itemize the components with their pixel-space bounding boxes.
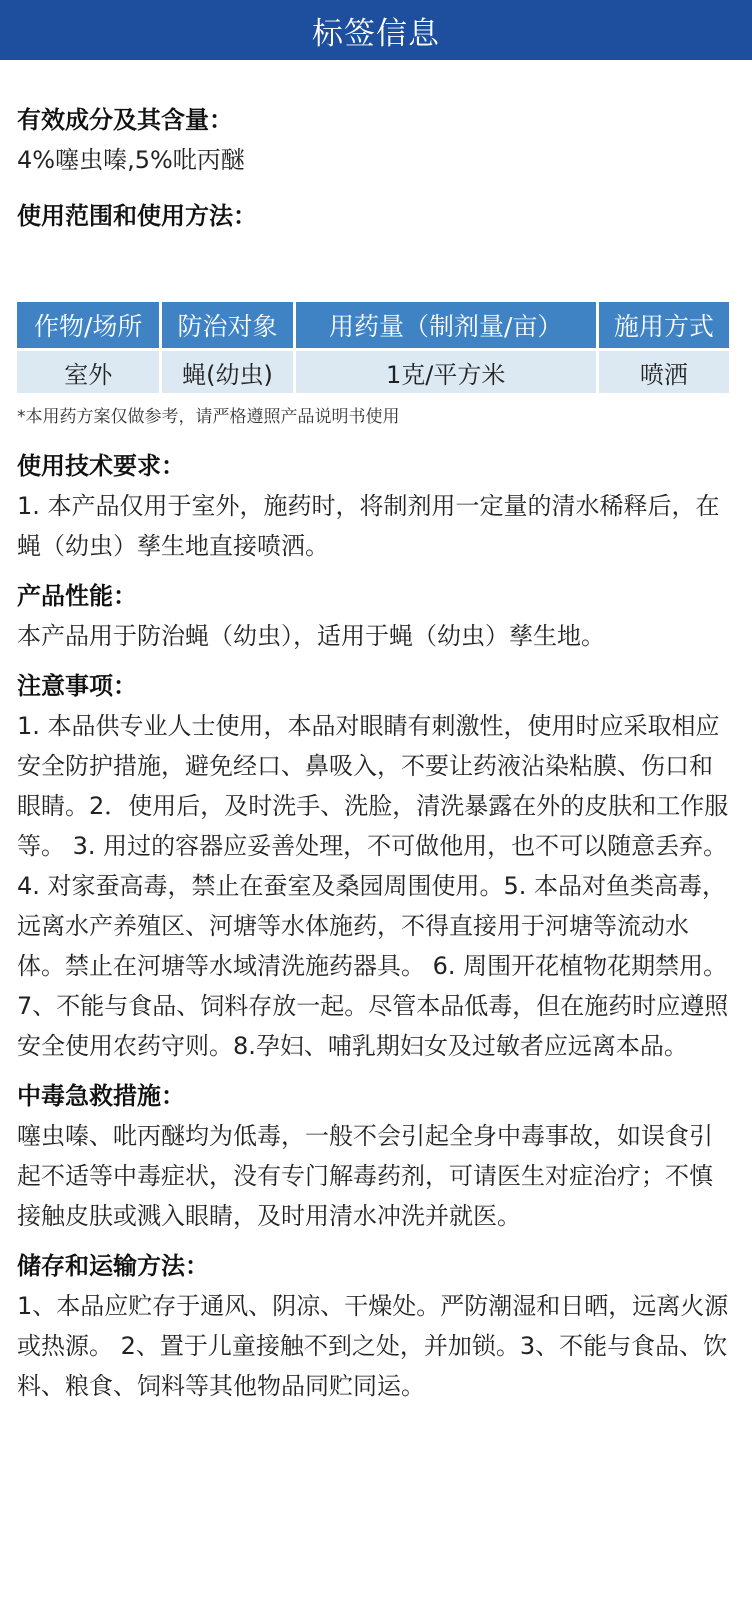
table-cell: 喷洒 xyxy=(599,351,729,393)
storage-section xyxy=(17,1250,736,1406)
page-header xyxy=(0,0,752,60)
table-cell: 蝇(幼虫) xyxy=(162,351,292,393)
tech-text: 1. 本产品仅用于室外，施药时，将制剂用一定量的清水稀释后，在蝇（幼虫）孳生地直接喷洒。 xyxy=(17,492,720,560)
caution-title: 注意事项： xyxy=(17,672,137,700)
table-cell: 室外 xyxy=(17,351,159,393)
storage-title: 储存和运输方法： xyxy=(17,1252,209,1280)
performance-section xyxy=(17,580,736,656)
dosage-table-wrap xyxy=(17,299,735,396)
table-row xyxy=(17,351,729,393)
firstaid-section xyxy=(17,1080,736,1236)
caution-section xyxy=(17,670,736,1066)
usage-note: *本用药方案仅做参考，请严格遵照产品说明书使用 xyxy=(17,407,400,427)
table-header-row xyxy=(17,302,729,348)
tech-title: 使用技术要求： xyxy=(17,452,185,480)
ingredients-section xyxy=(17,104,736,180)
tech-section xyxy=(17,450,736,566)
usage-title: 使用范围和使用方法： xyxy=(17,202,257,230)
firstaid-title: 中毒急救措施： xyxy=(17,1082,185,1110)
page-title: 标签信息 xyxy=(312,15,440,52)
table-header-cell: 施用方式 xyxy=(599,302,729,348)
table-cell: 1克/平方米 xyxy=(296,351,596,393)
performance-text: 本产品用于防治蝇（幼虫），适用于蝇（幼虫）孳生地。 xyxy=(17,622,605,650)
caution-text: 1. 本品供专业人士使用，本品对眼睛有刺激性，使用时应采取相应安全防护措施，避免经口、鼻吸入，不要让药液沾染粘膜、伤口和眼睛。2．使用后，及时洗手、洗脸，清洗暴露在外的皮肤和工作服等。 3. 用过的容器应妥善处理，不可做他用，也不可以随意丢弃。4. 对家蚕高毒，禁止在蚕室及桑园周围使用。5. 本品对鱼类高毒，远离水产养殖区、河塘等水体施药，不得直接用于河塘等流动水体。禁止在河塘等水域清洗施药器具。 6. 周围开花植物花期禁用。7、不能与食品、饲料存放一起。尽管本品低毒，但在施药时应遵照安全使用农药守则。8.孕妇、哺乳期妇女及过敏者应远离本品。 xyxy=(17,712,729,1060)
table-header-cell: 防治对象 xyxy=(162,302,292,348)
storage-text: 1、本品应贮存于通风、阴凉、干燥处。严防潮湿和日晒，远离火源或热源。 2、置于儿童接触不到之处，并加锁。3、不能与食品、饮料、粮食、饲料等其他物品同贮同运。 xyxy=(17,1292,729,1400)
firstaid-text: 噻虫嗪、吡丙醚均为低毒，一般不会引起全身中毒事故，如误食引起不适等中毒症状，没有专门解毒药剂，可请医生对症治疗；不慎接触皮肤或溅入眼睛，及时用清水冲洗并就医。 xyxy=(17,1122,713,1230)
table-header-cell: 用药量（制剂量/亩） xyxy=(296,302,596,348)
label-content xyxy=(0,104,752,1406)
dosage-table xyxy=(14,299,732,396)
table-header-cell: 作物/场所 xyxy=(17,302,159,348)
performance-title: 产品性能： xyxy=(17,582,137,610)
usage-section xyxy=(17,200,736,232)
ingredients-title: 有效成分及其含量： xyxy=(17,106,233,134)
ingredients-text: 4%噻虫嗪,5%吡丙醚 xyxy=(17,146,245,174)
